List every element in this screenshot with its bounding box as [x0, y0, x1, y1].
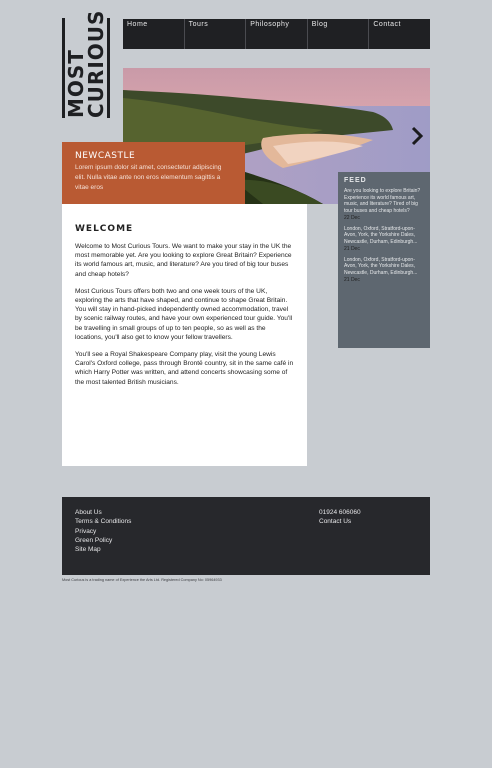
main-content	[62, 204, 307, 466]
footer-link-site-map[interactable]: Site Map	[75, 546, 101, 554]
nav-item-contact[interactable]: Contact	[368, 19, 430, 49]
feed-item-text: Are you looking to explore Britain? Experience its world famous art, music, and literature? Tired of big tour buses and cheap hotels?	[344, 188, 421, 214]
logo-word-curious: CURIOUS	[84, 9, 108, 118]
footer-phone: 01924 606060	[319, 509, 361, 516]
legal-notice: Most Curious is a trading name of Experience the Arts Ltd. Registered Company No: 05964933	[62, 578, 222, 582]
main-nav	[123, 19, 430, 49]
page-title: WELCOME	[75, 224, 134, 234]
footer-contact	[319, 508, 361, 527]
footer-link-green-policy[interactable]: Green Policy	[75, 536, 113, 544]
feed-item-date: 21 Dec	[344, 246, 360, 252]
next-arrow-icon[interactable]	[410, 126, 424, 146]
footer	[62, 497, 430, 575]
feed-item-text: London, Oxford, Stratford-upon-Avon, York, the Yorkshire Dales, Newcastle, Durham, Edinburgh...	[344, 256, 418, 276]
feature-title: NEWCASTLE	[75, 151, 136, 161]
feed-item-date: 22 Dec	[344, 215, 360, 221]
footer-link-contact-us[interactable]: Contact Us	[319, 518, 352, 526]
logo-word-most: MOST	[62, 18, 86, 118]
footer-links	[75, 508, 131, 554]
feed-panel	[338, 172, 430, 348]
footer-link-privacy[interactable]: Privacy	[75, 527, 97, 535]
feature-panel	[62, 142, 245, 204]
content-paragraph: Welcome to Most Curious Tours. We want to make your stay in the UK the most memorable yet. Are you looking to explore Great Britain? Experience its world famous art, music, and literature? Are you tired of big tour buses and cheap hotels?	[75, 243, 292, 278]
nav-item-home[interactable]: Home	[127, 21, 148, 28]
footer-link-about-us[interactable]: About Us	[75, 509, 102, 516]
feed-item[interactable]	[338, 184, 430, 222]
nav-item-philosophy[interactable]: Philosophy	[245, 19, 307, 49]
nav-item-tours[interactable]: Tours	[184, 19, 246, 49]
feature-text: Lorem ipsum dolor sit amet, consectetur adipiscing elit. Nulla vitae ante non eros elementum sagittis a vitae eros	[75, 164, 222, 191]
content-paragraph: Most Curious Tours offers both two and one week tours of the UK, exploring the arts that have shaped, and continue to shape Great Britain. You will stay in hand-picked independently owned accommodation, travel by scenic railway routes, and have your own experienced tour guide. You'll be travelling in small groups of up to ten people, so as well as the locations, you'll also get to know your fellow travellers.	[75, 287, 293, 341]
feed-item-text: London, Oxford, Stratford-upon-Avon, York, the Yorkshire Dales, Newcastle, Durham, Edinburgh...	[344, 225, 418, 245]
logo[interactable]	[62, 9, 108, 118]
content-paragraph: You'll see a Royal Shakespeare Company play, visit the young Lewis Carol's Oxford college, pass through Brontë country, sit in the same café in which Harry Potter was written, and attend concerts showcasing some of the most talented British musicians.	[75, 351, 294, 386]
feed-item[interactable]	[338, 222, 430, 253]
feed-item[interactable]	[338, 253, 430, 284]
nav-item-blog[interactable]: Blog	[307, 19, 369, 49]
feed-item-date: 21 Dec	[344, 277, 360, 283]
feed-title: FEED	[344, 177, 367, 184]
footer-link-terms[interactable]: Terms & Conditions	[75, 518, 132, 526]
